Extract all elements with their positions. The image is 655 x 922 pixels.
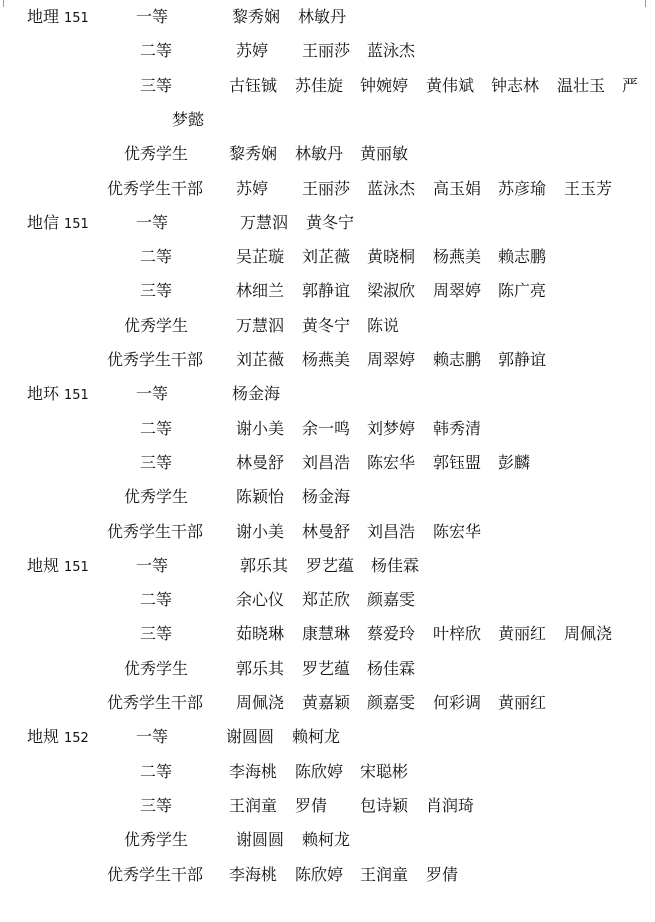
award-label: 二等: [140, 41, 173, 61]
award-row: [0, 789, 655, 823]
award-label: 二等: [140, 761, 173, 781]
student-name: 陈宏华: [433, 521, 482, 541]
student-name: 古钰铖: [229, 75, 278, 95]
award-label: 优秀学生: [124, 830, 189, 850]
award-label: 三等: [140, 281, 173, 301]
student-name: 周佩浇: [236, 693, 285, 712]
award-row: [0, 858, 655, 892]
student-name: 颜嘉雯: [367, 590, 416, 610]
student-name: 林细兰: [236, 281, 285, 301]
award-row: [0, 377, 655, 411]
student-name: 陈说: [367, 315, 400, 335]
award-row-continuation: [0, 103, 655, 137]
class-number: 152: [64, 731, 89, 747]
student-name: 刘芷薇: [302, 247, 351, 267]
student-name: 杨佳霖: [371, 555, 420, 575]
student-name: 黎秀娴: [232, 7, 281, 26]
award-row: [0, 515, 655, 549]
class-name: 地信: [27, 212, 60, 232]
student-name: 钟志林: [491, 75, 540, 95]
student-name: 陈欣婷: [295, 864, 344, 884]
class-name: 地规: [27, 555, 60, 575]
award-row: [0, 412, 655, 446]
student-name: 叶梓欣: [433, 624, 482, 644]
award-row: [0, 823, 655, 857]
student-name: 郭静谊: [302, 281, 351, 301]
award-label: 二等: [140, 247, 173, 267]
student-name: 李海桃: [229, 761, 278, 781]
class-label: [27, 0, 89, 36]
student-name: 万慧泅: [236, 315, 285, 335]
student-name: 吴芷璇: [236, 247, 285, 267]
student-name: 王润童: [229, 795, 278, 815]
student-name: 林曼舒: [236, 452, 285, 472]
award-label: 优秀学生干部: [107, 521, 204, 541]
student-name: 苏佳旋: [295, 75, 344, 95]
student-name: 王丽莎: [302, 41, 351, 61]
award-label: 三等: [140, 795, 173, 815]
award-row: [0, 34, 655, 68]
student-name: 黄丽红: [498, 693, 547, 712]
student-name: 余一鸣: [302, 418, 351, 438]
student-name: 谢小美: [236, 521, 285, 541]
award-row: [0, 69, 655, 103]
student-name: 郭钰盟: [433, 452, 482, 472]
student-name: 苏婷: [236, 41, 269, 61]
award-label: 优秀学生干部: [107, 350, 204, 369]
student-name: 郭静谊: [498, 350, 547, 369]
student-name: 谢圆圆: [226, 727, 275, 747]
student-name: 王丽莎: [302, 178, 351, 198]
student-name: 陈欣婷: [295, 761, 344, 781]
student-name: 温壮玉: [557, 75, 606, 95]
award-label: 一等: [136, 384, 169, 404]
student-name: 杨金海: [232, 384, 281, 404]
class-name: 地理: [27, 7, 60, 26]
student-name: 林敏丹: [295, 144, 344, 164]
student-name: 黎秀娴: [229, 144, 278, 164]
student-name: 郭乐其: [240, 555, 289, 575]
award-row: [0, 652, 655, 686]
student-name: 林曼舒: [302, 521, 351, 541]
award-label: 优秀学生干部: [107, 864, 204, 884]
award-row: [0, 549, 655, 583]
class-label: [27, 377, 89, 413]
student-name: 赖柯龙: [292, 727, 341, 747]
class-number: 151: [64, 216, 89, 232]
student-name: 宋聪彬: [360, 761, 409, 781]
award-label: 优秀学生: [124, 658, 189, 678]
award-row: [0, 617, 655, 651]
award-row: [0, 172, 655, 206]
student-name: 周佩浇: [564, 624, 613, 644]
award-row: [0, 240, 655, 274]
student-name: 彭麟: [498, 452, 531, 472]
student-name: 黄伟斌: [426, 75, 475, 95]
award-label: 优秀学生干部: [107, 693, 204, 712]
award-label: 三等: [140, 624, 173, 644]
student-name: 谢圆圆: [236, 830, 285, 850]
student-name: 茹晓琳: [236, 624, 285, 644]
student-name: 高玉娟: [433, 178, 482, 198]
student-name: 郑芷欣: [302, 590, 351, 610]
student-name: 杨佳霖: [367, 658, 416, 678]
student-name: 黄嘉颖: [302, 693, 351, 712]
student-name: 谢小美: [236, 418, 285, 438]
award-row: [0, 206, 655, 240]
award-row: [0, 274, 655, 308]
student-name: 赖柯龙: [302, 830, 351, 850]
award-row: [0, 0, 655, 34]
class-name: 地环: [27, 384, 60, 404]
student-name: 郭乐其: [236, 658, 285, 678]
student-name: 梁淑欣: [367, 281, 416, 301]
student-name: 王润童: [360, 864, 409, 884]
student-name: 黄冬宁: [302, 315, 351, 335]
award-row: [0, 446, 655, 480]
class-label: [27, 549, 89, 585]
student-name: 陈广亮: [498, 281, 547, 301]
award-row: [0, 137, 655, 171]
student-name: 黄丽红: [498, 624, 547, 644]
student-name: 韩秀清: [433, 418, 482, 438]
award-label: 三等: [140, 452, 173, 472]
award-row: [0, 309, 655, 343]
student-name: 黄冬宁: [306, 212, 355, 232]
student-name: 刘梦婷: [367, 418, 416, 438]
student-name: 杨燕美: [302, 350, 351, 369]
student-name: 严: [622, 75, 639, 95]
student-name: 周翠婷: [433, 281, 482, 301]
student-name: 包诗颖: [360, 795, 409, 815]
student-name: 周翠婷: [367, 350, 416, 369]
student-name: 蔡爱玲: [367, 624, 416, 644]
student-name: 杨金海: [302, 487, 351, 507]
student-name: 刘昌浩: [367, 521, 416, 541]
award-row: [0, 480, 655, 514]
award-row: [0, 720, 655, 754]
student-name: 余心仪: [236, 590, 285, 610]
award-label: 优秀学生: [124, 315, 189, 335]
student-name: 李海桃: [229, 864, 278, 884]
class-number: 151: [64, 559, 89, 575]
student-name: 黄丽敏: [360, 144, 409, 164]
award-label: 优秀学生: [124, 487, 189, 507]
student-name: 罗倩: [295, 795, 328, 815]
student-name: 杨燕美: [433, 247, 482, 267]
student-name: 刘昌浩: [302, 452, 351, 472]
student-name: 钟婉婷: [360, 75, 409, 95]
student-name: 万慧泅: [240, 212, 289, 232]
student-name: 罗倩: [426, 864, 459, 884]
student-name: 刘芷薇: [236, 350, 285, 369]
student-name: 赖志鹏: [433, 350, 482, 369]
student-name: 肖润琦: [426, 795, 475, 815]
award-label: 一等: [136, 7, 169, 26]
award-row: [0, 755, 655, 789]
student-name: 陈宏华: [367, 452, 416, 472]
student-name: 陈颖怡: [236, 487, 285, 507]
student-name: 罗艺蕴: [306, 555, 355, 575]
student-name: 颜嘉雯: [367, 693, 416, 712]
student-name: 赖志鹏: [498, 247, 547, 267]
award-row: [0, 686, 655, 720]
award-row: [0, 343, 655, 377]
student-name: 黄晓桐: [367, 247, 416, 267]
award-label: 一等: [136, 555, 169, 575]
award-row: [0, 583, 655, 617]
award-label: 二等: [140, 418, 173, 438]
award-label: 三等: [140, 75, 173, 95]
student-name: 苏婷: [236, 178, 269, 198]
class-label: [27, 206, 89, 242]
class-label: [27, 720, 89, 756]
class-name: 地规: [27, 727, 60, 747]
award-label: 优秀学生: [124, 144, 189, 164]
class-number: 151: [64, 11, 89, 26]
student-name: 蓝泳杰: [367, 41, 416, 61]
award-label: 优秀学生干部: [107, 178, 204, 198]
student-name: 何彩调: [433, 693, 482, 712]
student-name: 苏彦瑜: [498, 178, 547, 198]
student-name: 梦懿: [172, 109, 205, 129]
student-name: 康慧琳: [302, 624, 351, 644]
student-name: 林敏丹: [298, 7, 347, 26]
award-label: 二等: [140, 590, 173, 610]
student-name: 蓝泳杰: [367, 178, 416, 198]
award-label: 一等: [136, 727, 169, 747]
student-name: 罗艺蕴: [302, 658, 351, 678]
class-number: 151: [64, 388, 89, 404]
award-label: 一等: [136, 212, 169, 232]
student-name: 王玉芳: [564, 178, 613, 198]
